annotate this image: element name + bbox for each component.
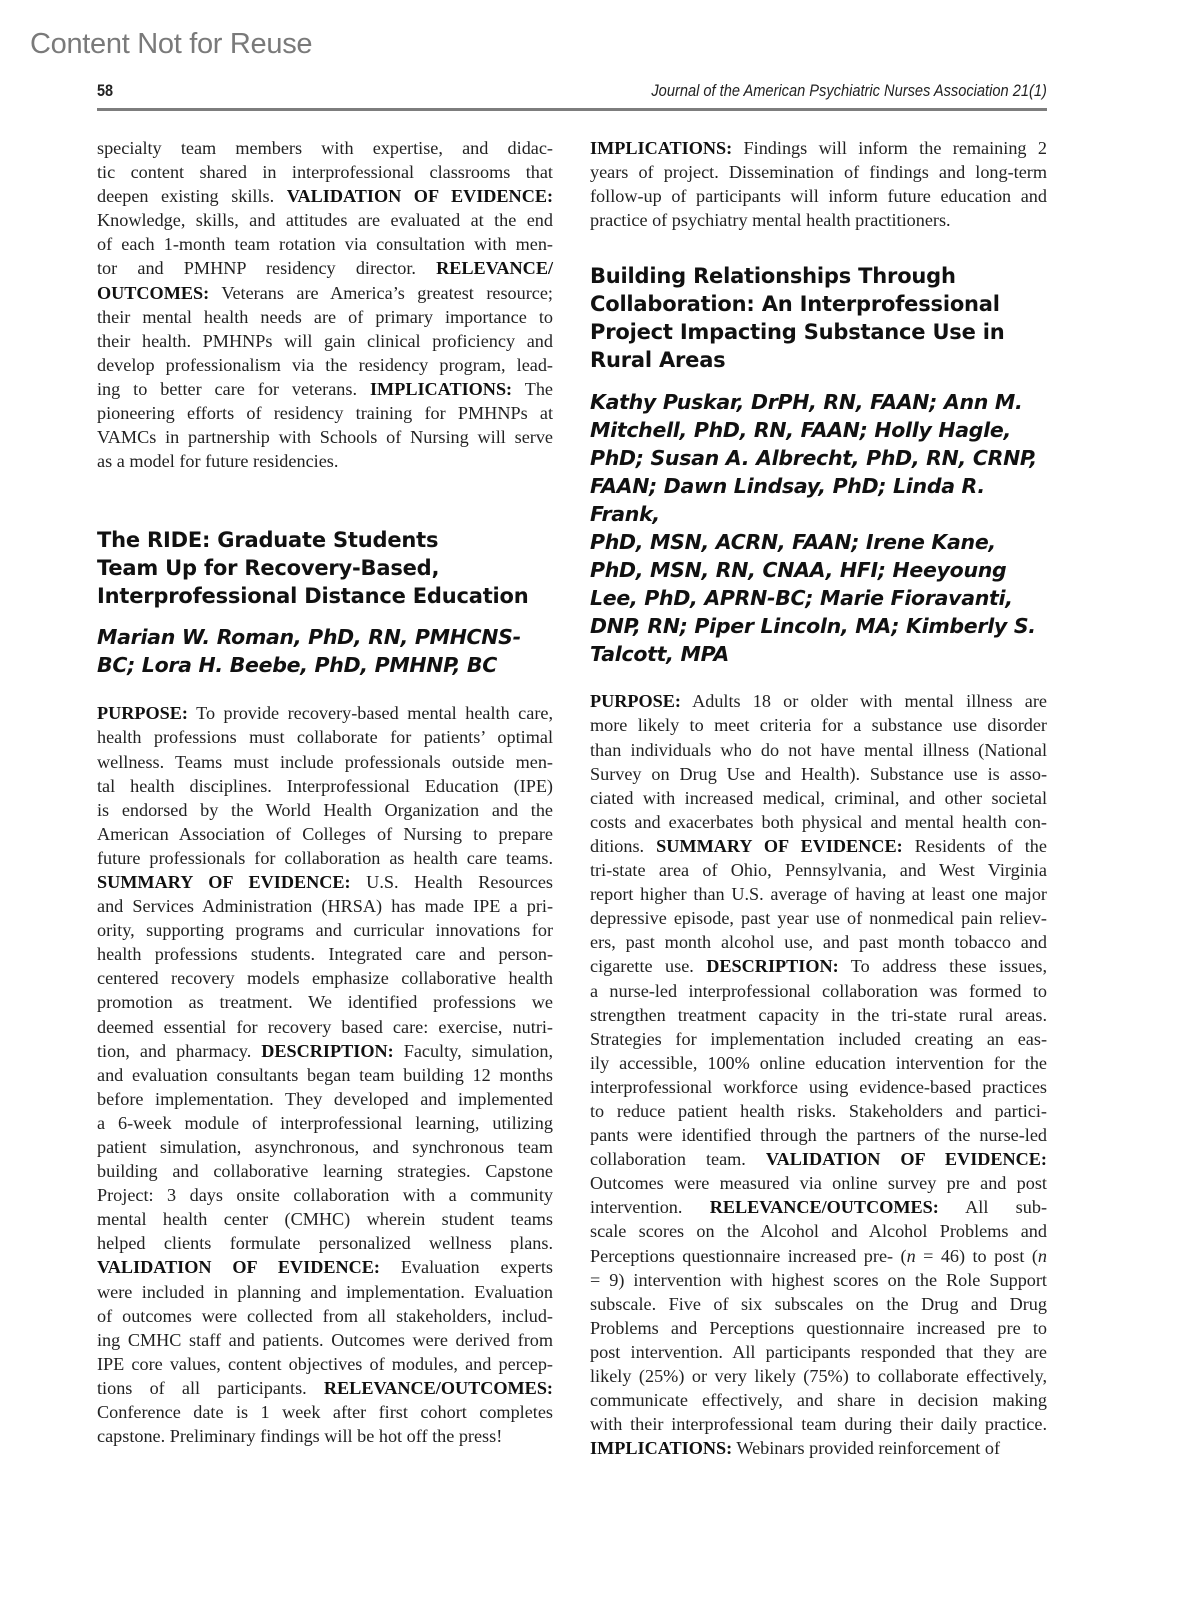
text-line: their mental health needs are of primary importance to — [97, 306, 553, 327]
text-line: Strategies for implementation included creating an eas- — [590, 1028, 1047, 1049]
section-label: IMPLICATIONS: — [590, 138, 733, 158]
text-line: DNP, RN; Piper Lincoln, MA; Kimberly S. — [590, 614, 1036, 639]
text-line: PhD, MSN, ACRN, FAAN; Irene Kane, — [590, 530, 996, 555]
running-head — [97, 78, 1047, 111]
article-abstract — [590, 689, 1047, 1460]
text-line: to reduce patient health risks. Stakeholders and partici- — [590, 1100, 1047, 1121]
text-line: a 6-week module of interprofessional learning, utilizing — [97, 1112, 553, 1133]
section-label: OUTCOMES: — [97, 282, 210, 303]
text-line: centered recovery models emphasize collaborative health — [97, 968, 553, 989]
text-line: and evaluation consultants began team building 12 months — [97, 1064, 553, 1085]
section-label: VALIDATION OF EVIDENCE: — [765, 1149, 1047, 1170]
text-line: cigarette use. DESCRIPTION: To address these issues, — [590, 956, 1047, 977]
text-line: building and collaborative learning strategies. Capstone — [97, 1161, 553, 1182]
text-line: depressive episode, past year use of nonmedical pain reliev- — [590, 908, 1047, 929]
right-column — [590, 136, 1047, 1460]
section-label: SUMMARY OF EVIDENCE: — [656, 835, 903, 856]
section-label: DESCRIPTION: — [706, 956, 839, 977]
text-line: pioneering efforts of residency training for PMHNPs at — [97, 403, 553, 424]
text-line: Lee, PhD, APRN-BC; Marie Fioravanti, — [590, 586, 1013, 611]
text-line: their health. PMHNPs will gain clinical proficiency and — [97, 330, 553, 351]
text-line: The RIDE: Graduate Students — [97, 528, 439, 553]
section-label: RELEVANCE/OUTCOMES: — [323, 1377, 553, 1398]
text-line: promotion as treatment. We identified professions we — [97, 992, 553, 1013]
section-label: RELEVANCE/ — [436, 258, 553, 279]
text-line: tion, and pharmacy. DESCRIPTION: Faculty, simulation, — [97, 1040, 553, 1061]
text-line: Talcott, MPA — [590, 642, 729, 667]
text-line: Project: 3 days onsite collaboration with a community — [97, 1185, 553, 1206]
text-line: PhD, MSN, RN, CNAA, HFI; Heeyoung — [590, 558, 1007, 583]
text-line: tic content shared in interprofessional classrooms that — [97, 162, 553, 183]
section-label: VALIDATION OF EVIDENCE: — [286, 186, 554, 207]
text-line: ily accessible, 100% online education intervention for the — [590, 1052, 1047, 1073]
text-line: scale scores on the Alcohol and Alcohol Problems and — [590, 1221, 1047, 1242]
section-label: IMPLICATIONS: — [369, 378, 513, 399]
text-line: of outcomes were collected from all stakeholders, includ- — [97, 1305, 553, 1326]
text-line: health professions students. Integrated care and person- — [97, 944, 553, 965]
left-column — [97, 136, 553, 1448]
text-line: deepen existing skills. VALIDATION OF EVIDENCE: — [97, 186, 554, 207]
text-line: tions of all participants. RELEVANCE/OUTCOMES: — [97, 1377, 553, 1398]
text-line: health professions must collaborate for patients’ optimal — [97, 727, 553, 748]
text-line: Marian W. Roman, PhD, RN, PMHCNS- — [97, 625, 521, 650]
text-line: Problems and Perceptions questionnaire increased pre to — [590, 1317, 1047, 1338]
text-line: Mitchell, PhD, RN, FAAN; Holly Hagle, — [590, 418, 1011, 443]
section-label: SUMMARY OF EVIDENCE: — [97, 871, 351, 892]
text-line: tri-state area of Ohio, Pennsylvania, and West Virginia — [590, 860, 1047, 881]
text-line: practice of psychiatry mental health practitioners. — [590, 210, 951, 231]
text-line: Kathy Puskar, DrPH, RN, FAAN; Ann M. — [590, 390, 1023, 415]
text-line: ing to better care for veterans. IMPLICATIONS: The — [97, 378, 553, 399]
text-line: PURPOSE: Adults 18 or older with mental illness are — [590, 691, 1047, 712]
text-line: wellness. Teams must include professionals outside men- — [97, 751, 553, 772]
text-line: than individuals who do not have mental illness (National — [590, 739, 1047, 760]
text-line: capstone. Preliminary findings will be hot off the press! — [97, 1426, 503, 1447]
text-line: a nurse-led interprofessional collaboration was formed to — [590, 980, 1047, 1001]
section-label: VALIDATION OF EVIDENCE: — [97, 1257, 380, 1278]
text-line: Perceptions questionnaire increased pre- (n = 46) to post (n — [590, 1245, 1047, 1266]
text-line: with their interprofessional team during their daily practice. — [590, 1414, 1047, 1435]
text-line: IPE core values, content objectives of modules, and percep- — [97, 1353, 553, 1374]
text-line: were included in planning and implementation. Evaluation — [97, 1281, 553, 1302]
text-line: future professionals for collaboration as health care teams. — [97, 847, 553, 868]
text-line: Knowledge, skills, and attitudes are evaluated at the end — [97, 210, 553, 231]
text-line: ing CMHC staff and patients. Outcomes were derived from — [97, 1329, 553, 1350]
text-line: years of project. Dissemination of findings and long-term — [590, 162, 1047, 183]
text-line: IMPLICATIONS: Webinars provided reinforcement of — [590, 1438, 1001, 1459]
text-line: = 9) intervention with highest scores on the Role Support — [590, 1269, 1047, 1290]
text-line: Rural Areas — [590, 348, 726, 373]
text-line: Building Relationships Through — [590, 264, 956, 289]
text-line: before implementation. They developed and implemented — [97, 1088, 553, 1109]
text-line: OUTCOMES: Veterans are America’s greatest resource; — [97, 282, 553, 303]
journal-title: Journal of the American Psychiatric Nurses Association 21(1) — [651, 81, 1047, 100]
text-line: communicate effectively, and share in decision making — [590, 1390, 1047, 1411]
continued-abstract — [97, 136, 553, 473]
article-title — [590, 262, 1047, 374]
text-line: more likely to meet criteria for a substance use disorder — [590, 715, 1047, 736]
text-line: likely (25%) or very likely (75%) to collaborate effectively, — [590, 1366, 1047, 1386]
text-line: IMPLICATIONS: Findings will inform the remaining 2 — [590, 138, 1047, 158]
section-label: PURPOSE: — [590, 691, 681, 712]
article-authors — [590, 388, 1047, 668]
text-line: Team Up for Recovery-Based, — [97, 556, 440, 581]
text-line: Interprofessional Distance Education — [97, 584, 529, 609]
text-line: helped clients formulate personalized wellness plans. — [97, 1233, 553, 1254]
continued-abstract — [590, 136, 1047, 232]
text-line: of each 1-month team rotation via consultation with men- — [97, 234, 553, 255]
text-line: pants were identified through the partners of the nurse-led — [590, 1125, 1047, 1146]
text-line: post intervention. All participants responded that they are — [590, 1341, 1047, 1362]
text-line: tor and PMHNP residency director. RELEVANCE/ — [97, 258, 553, 279]
text-line: is endorsed by the World Health Organization and the — [97, 799, 553, 820]
text-line: PURPOSE: To provide recovery-based mental health care, — [97, 703, 553, 724]
text-line: FAAN; Dawn Lindsay, PhD; Linda R. Frank, — [590, 474, 985, 527]
watermark: Content Not for Reuse — [30, 28, 313, 60]
text-line: intervention. RELEVANCE/OUTCOMES: All sub- — [590, 1197, 1048, 1218]
text-line: deemed essential for recovery based care: exercise, nutri- — [97, 1016, 553, 1037]
text-line: strengthen treatment capacity in the tri-state rural areas. — [590, 1004, 1047, 1025]
text-line: VALIDATION OF EVIDENCE: Evaluation experts — [97, 1257, 553, 1278]
text-line: Project Impacting Substance Use in — [590, 320, 1005, 345]
text-line: BC; Lora H. Beebe, PhD, PMHNP, BC — [97, 653, 497, 678]
text-line: American Association of Colleges of Nursing to prepare — [97, 823, 553, 844]
text-line: ditions. SUMMARY OF EVIDENCE: Residents of the — [590, 835, 1047, 856]
text-line: Survey on Drug Use and Health). Substance use is asso- — [590, 763, 1047, 784]
text-line: follow-up of participants will inform future education and — [590, 186, 1047, 207]
page-number: 58 — [97, 81, 114, 100]
text-line: interprofessional workforce using evidence-based practices — [590, 1076, 1047, 1097]
text-line: costs and exacerbates both physical and mental health con- — [590, 811, 1047, 832]
article-title — [97, 526, 553, 610]
text-line: as a model for future residencies. — [97, 451, 339, 472]
text-line: collaboration team. VALIDATION OF EVIDENCE: — [590, 1149, 1047, 1170]
text-line: ers, past month alcohol use, and past month tobacco and — [590, 932, 1047, 953]
section-label: PURPOSE: — [97, 703, 188, 724]
text-line: report higher than U.S. average of having at least one major — [590, 884, 1047, 905]
text-line: Outcomes were measured via online survey pre and post — [590, 1173, 1047, 1194]
text-line: Conference date is 1 week after first cohort completes — [97, 1402, 553, 1423]
text-line: SUMMARY OF EVIDENCE: U.S. Health Resources — [97, 871, 553, 892]
text-line: and Services Administration (HRSA) has made IPE a pri- — [97, 896, 553, 917]
text-line: develop professionalism via the residency program, lead- — [97, 354, 553, 375]
text-line: tal health disciplines. Interprofessional Education (IPE) — [97, 775, 553, 796]
text-line: PhD; Susan A. Albrecht, PhD, RN, CRNP, — [590, 446, 1037, 471]
article-authors — [97, 623, 553, 679]
text-line: subscale. Five of six subscales on the Drug and Drug — [590, 1293, 1047, 1314]
text-line: ority, supporting programs and curricular innovations for — [97, 920, 553, 941]
section-label: IMPLICATIONS: — [590, 1438, 733, 1459]
article-abstract — [97, 701, 553, 1448]
section-label: DESCRIPTION: — [261, 1040, 394, 1061]
text-line: Collaboration: An Interprofessional — [590, 292, 1000, 317]
text-line: patient simulation, asynchronous, and synchronous team — [97, 1137, 553, 1157]
text-line: specialty team members with expertise, and didac- — [97, 138, 553, 158]
text-line: VAMCs in partnership with Schools of Nursing will serve — [97, 427, 553, 448]
text-line: ciated with increased medical, criminal, and other societal — [590, 787, 1047, 808]
section-label: RELEVANCE/OUTCOMES: — [709, 1197, 939, 1218]
text-line: mental health center (CMHC) wherein student teams — [97, 1209, 553, 1230]
